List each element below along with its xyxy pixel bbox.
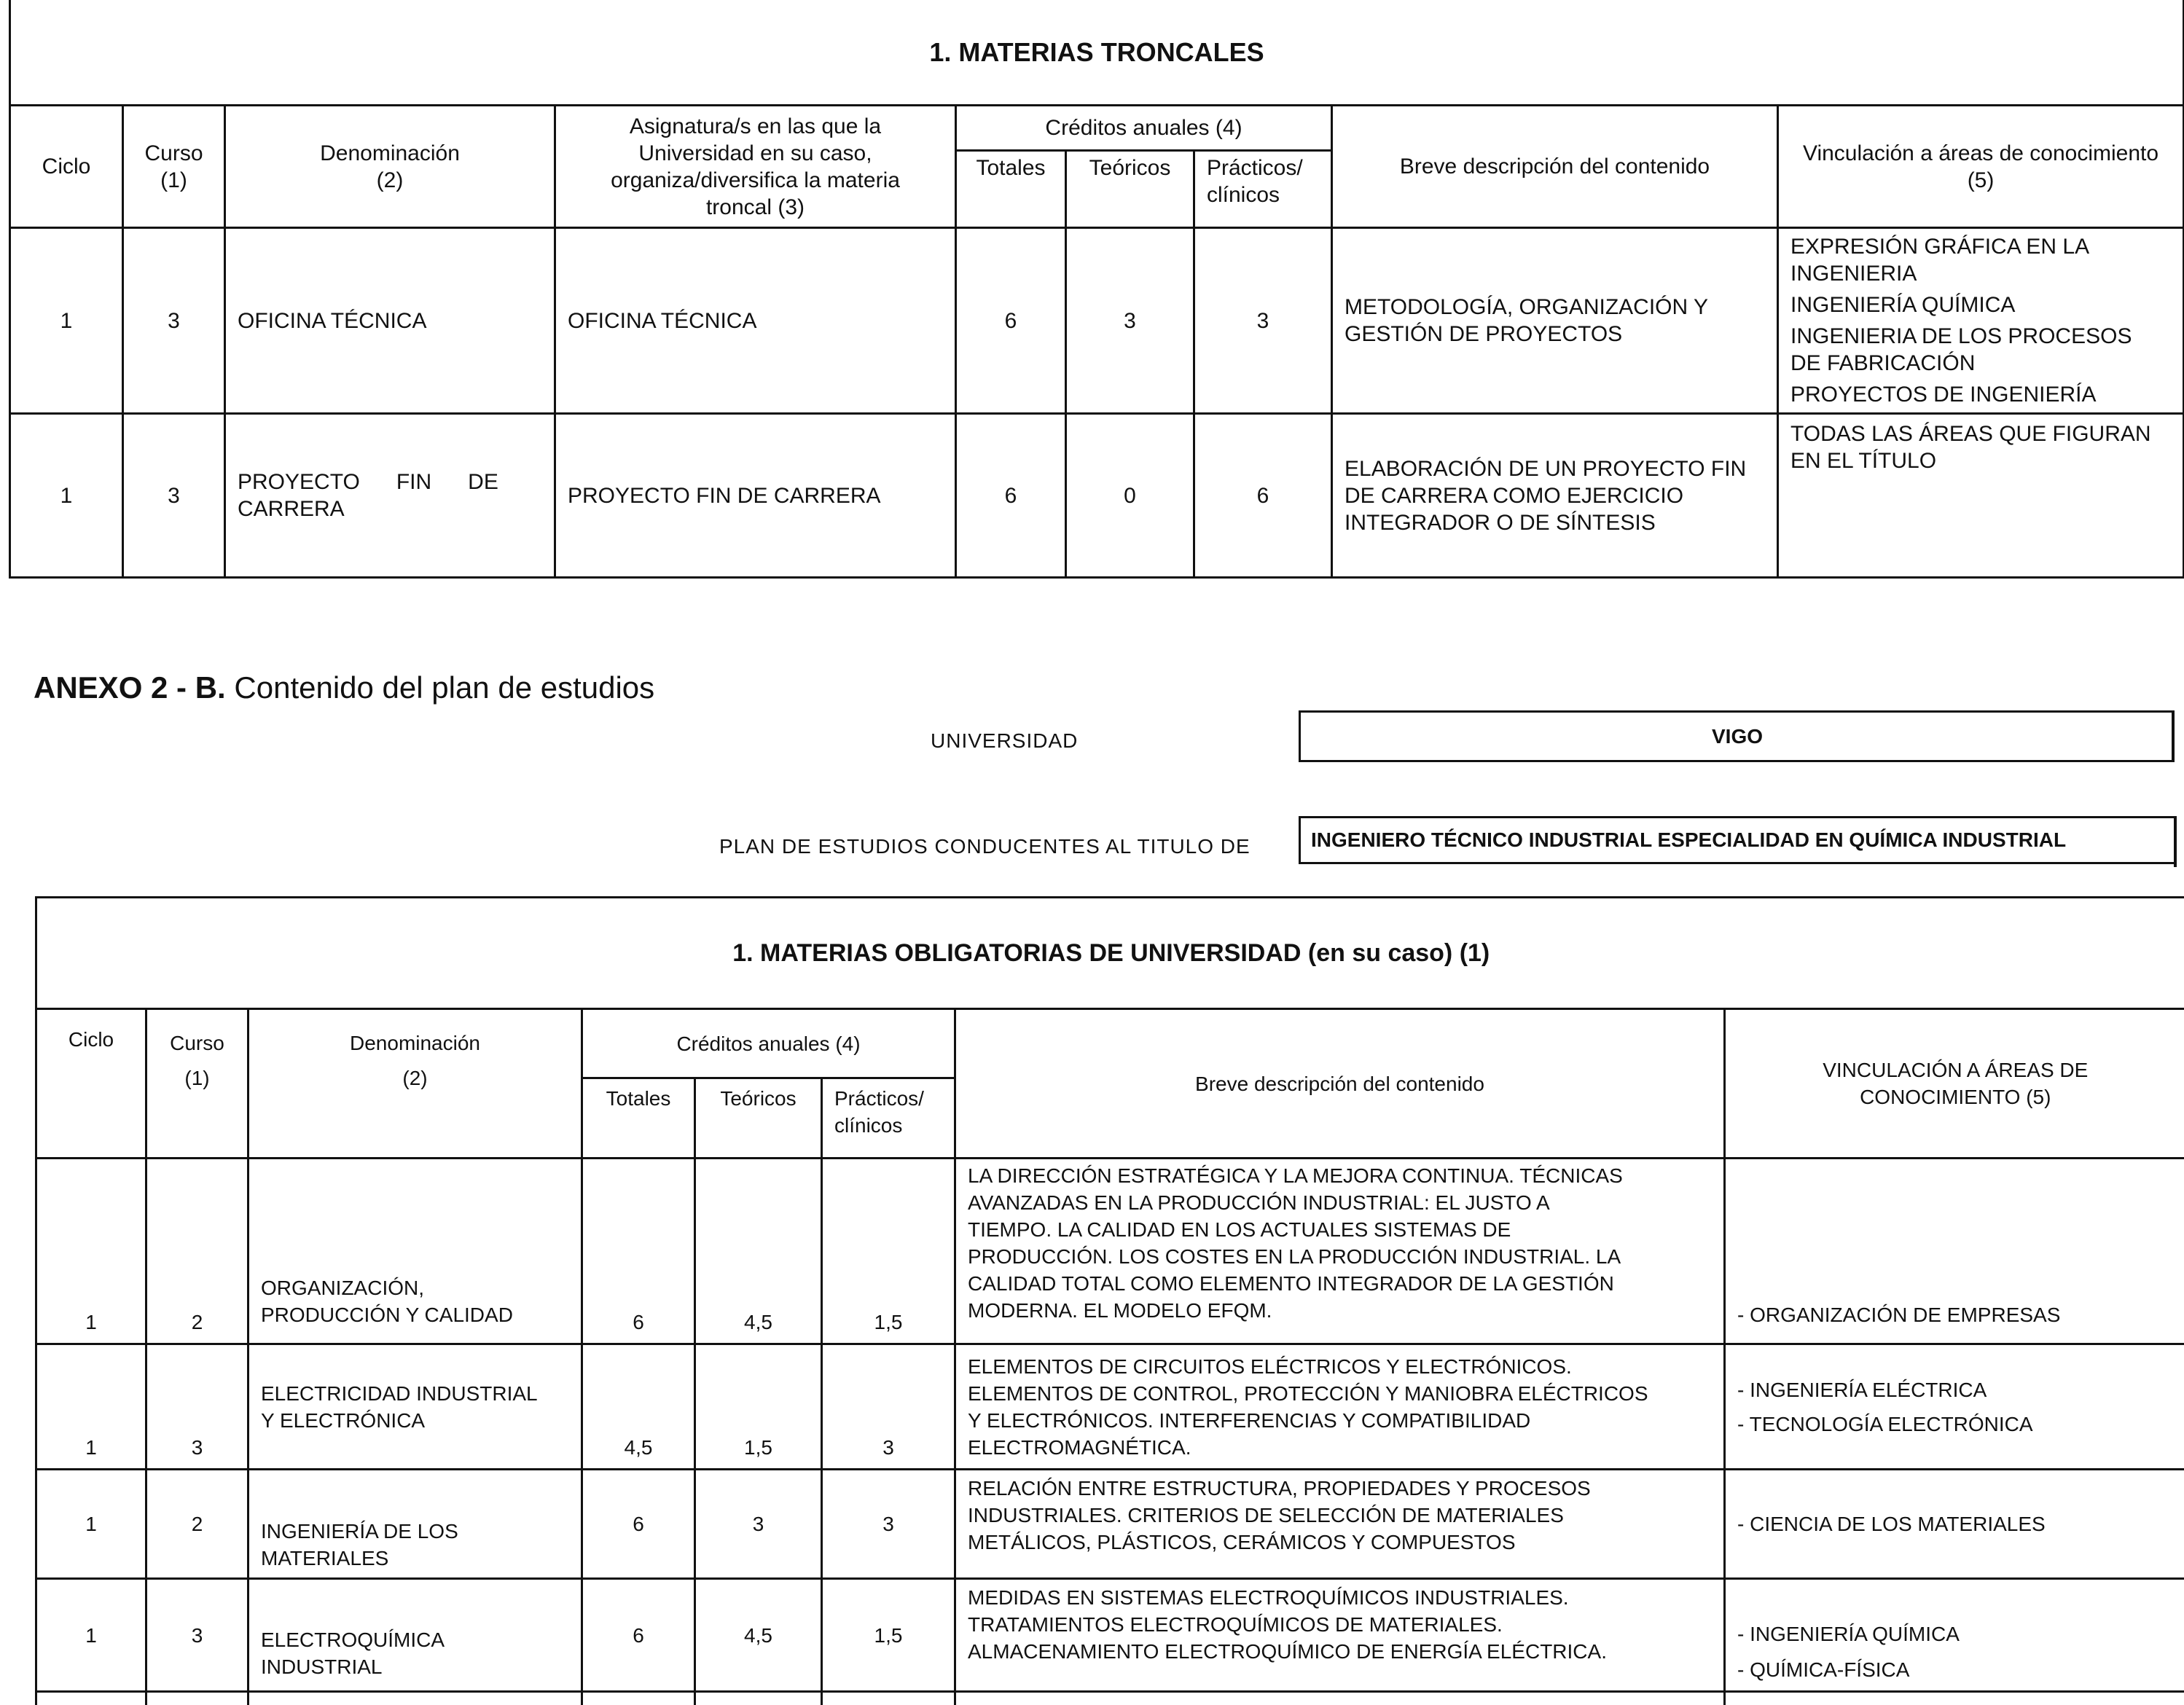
troncales-table — [9, 0, 2184, 579]
cell-vinculacion: - INGENIERÍA ELÉCTRICA - TECNOLOGÍA ELECTRÓNICA — [1725, 1344, 2184, 1470]
cell-practicos: 6 — [1194, 414, 1332, 578]
annex-heading — [34, 670, 654, 705]
cell-descripcion: LA DIRECCIÓN ESTRATÉGICA Y LA MEJORA CONTINUA. TÉCNICAS AVANZADAS EN LA PRODUCCIÓN INDUSTRIAL: EL JUSTO A TIEMPO. LA CALIDAD EN LOS ACTUALES SISTEMAS DE PRODUCCIÓN. LOS COSTES EN LA PRODUCCIÓN INDUSTRIAL. LA CALIDAD TOTAL COMO ELEMENTO INTEGRADOR DE LA GESTIÓN MODERNA. EL MODELO EFQM. — [955, 1159, 1725, 1344]
cell-vinculacion: EXPRESIÓN GRÁFICA EN LA INGENIERIA INGENIERÍA QUÍMICA INGENIERIA DE LOS PROCESOS DE FABRICACIÓN PROYECTOS DE INGENIERÍA — [1778, 228, 2184, 414]
obligatorias-title: 1. MATERIAS OBLIGATORIAS DE UNIVERSIDAD (en su caso) (1) — [36, 898, 2184, 1009]
plan-label: PLAN DE ESTUDIOS CONDUCENTES AL TITULO DE — [719, 835, 1250, 858]
cell-vinculacion: - CIENCIA DE LOS MATERIALES — [1725, 1470, 2184, 1579]
cell-denominacion: OFICINA TÉCNICA — [225, 228, 555, 414]
cell-teoricos: 4,5 — [695, 1579, 822, 1692]
annex-prefix: ANEXO 2 - B. — [34, 670, 226, 705]
troncales-title: 1. MATERIAS TRONCALES — [10, 0, 2184, 106]
annex-title: Contenido del plan de estudios — [234, 670, 654, 705]
cell-vinculacion: - ORGANIZACIÓN DE EMPRESAS — [1725, 1159, 2184, 1344]
header-curso: Curso (1) — [123, 106, 225, 228]
header-denominacion: Denominación (2) — [248, 1009, 582, 1159]
cell-ciclo: 1 — [36, 1159, 146, 1344]
cell-asignatura: OFICINA TÉCNICA — [555, 228, 956, 414]
table-row — [36, 1159, 2184, 1344]
header-totales: Totales — [582, 1078, 695, 1159]
table-row — [36, 1579, 2184, 1692]
cell-teoricos: 3 — [1066, 228, 1194, 414]
header-teoricos: Teóricos — [695, 1078, 822, 1159]
header-practicos: Prácticos/ clínicos — [822, 1078, 955, 1159]
cell-asignatura: PROYECTO FIN DE CARRERA — [555, 414, 956, 578]
header-creditos: Créditos anuales (4) — [956, 106, 1332, 151]
header-vinculacion: Vinculación a áreas de conocimiento (5) — [1778, 106, 2184, 228]
cell-teoricos: 1,5 — [695, 1344, 822, 1470]
header-asignatura: Asignatura/s en las que la Universidad en su caso, organiza/diversifica la materia troncal (3) — [555, 106, 956, 228]
cell-vinculacion: - INGENIERÍA QUÍMICA - QUÍMICA-FÍSICA — [1725, 1579, 2184, 1692]
cell-ciclo: 1 — [36, 1579, 146, 1692]
table-row — [36, 1470, 2184, 1579]
table-row — [10, 414, 2184, 578]
cell-ciclo: 1 — [36, 1470, 146, 1579]
universidad-label: UNIVERSIDAD — [931, 729, 1078, 753]
cell-totales: 6 — [582, 1470, 695, 1579]
cell-ciclo: 1 — [10, 228, 123, 414]
plan-value-box — [1299, 816, 2174, 864]
cell-denominacion: ORGANIZACIÓN, PRODUCCIÓN Y CALIDAD — [248, 1159, 582, 1344]
cell-descripcion: ELEMENTOS DE CIRCUITOS ELÉCTRICOS Y ELECTRÓNICOS. ELEMENTOS DE CONTROL, PROTECCIÓN Y MANIOBRA ELÉCTRICOS Y ELECTRÓNICOS. INTERFERENCIAS Y COMPATIBILIDAD ELECTROMAGNÉTICA. — [955, 1344, 1725, 1470]
header-vinculacion: VINCULACIÓN A ÁREAS DE CONOCIMIENTO (5) — [1725, 1009, 2184, 1159]
cell-practicos: 3 — [822, 1344, 955, 1470]
header-teoricos: Teóricos — [1066, 151, 1194, 228]
cell-totales: 6 — [582, 1579, 695, 1692]
table-row-partial — [36, 1692, 2184, 1705]
cell-practicos: 1,5 — [822, 1159, 955, 1344]
cell-totales: 6 — [956, 414, 1066, 578]
header-descripcion: Breve descripción del contenido — [955, 1009, 1725, 1159]
cell-curso: 3 — [123, 228, 225, 414]
header-ciclo: Ciclo — [36, 1009, 146, 1159]
cell-teoricos: 3 — [695, 1470, 822, 1579]
box-edge — [2174, 816, 2177, 867]
cell-denominacion: ELECTROQUÍMICA INDUSTRIAL — [248, 1579, 582, 1692]
cell-descripcion: RELACIÓN ENTRE ESTRUCTURA, PROPIEDADES Y PROCESOS INDUSTRIALES. CRITERIOS DE SELECCIÓN DE MATERIALES METÁLICOS, PLÁSTICOS, CERÁMICOS Y COMPUESTOS — [955, 1470, 1725, 1579]
header-totales: Totales — [956, 151, 1066, 228]
cell-descripcion: ELABORACIÓN DE UN PROYECTO FIN DE CARRERA COMO EJERCICIO INTEGRADOR O DE SÍNTESIS — [1332, 414, 1778, 578]
header-creditos: Créditos anuales (4) — [582, 1009, 955, 1078]
cell-practicos: 3 — [822, 1470, 955, 1579]
header-denominacion: Denominación (2) — [225, 106, 555, 228]
plan-value: INGENIERO TÉCNICO INDUSTRIAL ESPECIALIDAD EN QUÍMICA INDUSTRIAL — [1311, 828, 2066, 852]
universidad-value: VIGO — [1712, 725, 1763, 748]
table-row — [36, 1344, 2184, 1470]
cell-curso: 2 — [146, 1470, 248, 1579]
box-edge — [2172, 710, 2175, 762]
cell-totales: 4,5 — [582, 1344, 695, 1470]
universidad-value-box — [1299, 710, 2174, 762]
header-curso: Curso (1) — [146, 1009, 248, 1159]
cell-ciclo: 1 — [10, 414, 123, 578]
cell-curso: 3 — [146, 1344, 248, 1470]
cell-ciclo: 1 — [36, 1344, 146, 1470]
cell-curso: 2 — [146, 1159, 248, 1344]
table-row — [10, 228, 2184, 414]
cell-totales: 6 — [582, 1159, 695, 1344]
cell-curso: 3 — [123, 414, 225, 578]
cell-denominacion: ELECTRICIDAD INDUSTRIAL Y ELECTRÓNICA — [248, 1344, 582, 1470]
cell-practicos: 1,5 — [822, 1579, 955, 1692]
cell-curso: 3 — [146, 1579, 248, 1692]
header-practicos: Prácticos/ clínicos — [1194, 151, 1332, 228]
cell-denominacion: INGENIERÍA DE LOS MATERIALES — [248, 1470, 582, 1579]
cell-teoricos: 0 — [1066, 414, 1194, 578]
header-descripcion: Breve descripción del contenido — [1332, 106, 1778, 228]
cell-totales: 6 — [956, 228, 1066, 414]
cell-denominacion: PROYECTO FIN DE CARRERA — [225, 414, 555, 578]
obligatorias-table — [35, 896, 2184, 1705]
cell-descripcion: METODOLOGÍA, ORGANIZACIÓN Y GESTIÓN DE PROYECTOS — [1332, 228, 1778, 414]
cell-teoricos: 4,5 — [695, 1159, 822, 1344]
cell-practicos: 3 — [1194, 228, 1332, 414]
cell-vinculacion: TODAS LAS ÁREAS QUE FIGURAN EN EL TÍTULO — [1778, 414, 2184, 578]
header-ciclo: Ciclo — [10, 106, 123, 228]
cell-descripcion: MEDIDAS EN SISTEMAS ELECTROQUÍMICOS INDUSTRIALES. TRATAMIENTOS ELECTROQUÍMICOS DE MATERIALES. ALMACENAMIENTO ELECTROQUÍMICO DE ENERGÍA ELÉCTRICA. — [955, 1579, 1725, 1692]
